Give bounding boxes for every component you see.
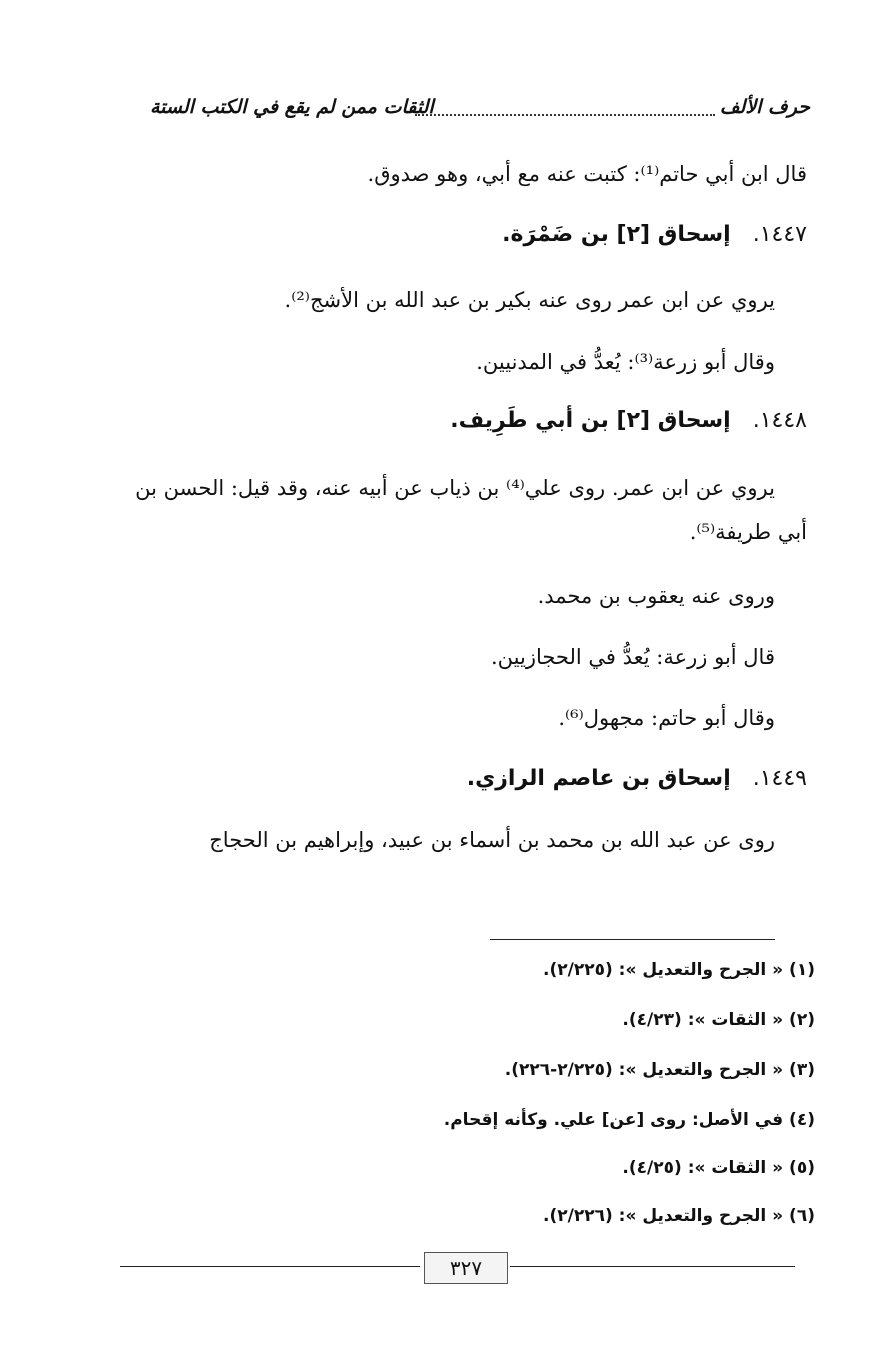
text-line: روى عن عبد الله بن محمد بن أسماء بن عبيد، وإبراهيم بن الحجاج	[209, 828, 775, 852]
entry-1448	[450, 408, 807, 433]
entry-1449	[467, 766, 807, 791]
text-line: وقال أبو زرعة⁽³⁾: يُعدُّ في المدنيين.	[476, 350, 775, 374]
entry-number: ١٤٤٩.	[752, 766, 807, 791]
entry-title: إسحاق [٢] بن أبي طَرِيف.	[450, 408, 731, 433]
text-line: قال أبو زرعة: يُعدُّ في الحجازيين.	[490, 645, 775, 669]
footnote: (٢) « الثقات »: (٤/٢٣).	[622, 1010, 815, 1030]
footnote: (٣) « الجرح والتعديل »: (٢/٢٢٥-٢٢٦).	[504, 1060, 815, 1080]
footer-rule-left	[120, 1266, 420, 1267]
entry-title: إسحاق بن عاصم الرازي.	[466, 766, 731, 791]
text-line: أبي طريفة⁽⁵⁾.	[689, 520, 807, 544]
footnote: (٦) « الجرح والتعديل »: (٢/٢٢٦).	[543, 1206, 815, 1226]
entry-1447	[502, 222, 807, 247]
footnote: (١) « الجرح والتعديل »: (٢/٢٢٥).	[543, 960, 815, 980]
text-line: قال ابن أبي حاتم⁽¹⁾: كتبت عنه مع أبي، وهو صدوق.	[367, 162, 807, 186]
text-line: وروى عنه يعقوب بن محمد.	[537, 584, 775, 608]
entry-title: إسحاق [٢] بن ضَمْرَة.	[502, 222, 731, 247]
entry-number: ١٤٤٧.	[752, 222, 807, 247]
running-header	[150, 96, 810, 130]
footnote: (٥) « الثقات »: (٤/٢٥).	[622, 1158, 815, 1178]
footnote-separator	[490, 939, 775, 940]
footnote: (٤) في الأصل: روى [عن] علي. وكأنه إقحام.	[443, 1110, 815, 1130]
text-line: يروي عن ابن عمر. روى علي⁽⁴⁾ بن ذياب عن أبيه عنه، وقد قيل: الحسن بن	[135, 476, 775, 500]
text-line: يروي عن ابن عمر روى عنه بكير بن عبد الله بن الأشج⁽²⁾.	[284, 288, 775, 312]
page-number: ٣٢٧	[424, 1252, 508, 1284]
footer-rule-right	[510, 1266, 795, 1267]
entry-number: ١٤٤٨.	[752, 408, 807, 433]
header-chapter: حرف الألف	[719, 96, 810, 118]
header-book-title: الثقات ممن لم يقع في الكتب الستة	[150, 96, 434, 118]
header-dot-leader	[415, 114, 715, 116]
text-line: وقال أبو حاتم: مجهول⁽⁶⁾.	[558, 706, 775, 730]
